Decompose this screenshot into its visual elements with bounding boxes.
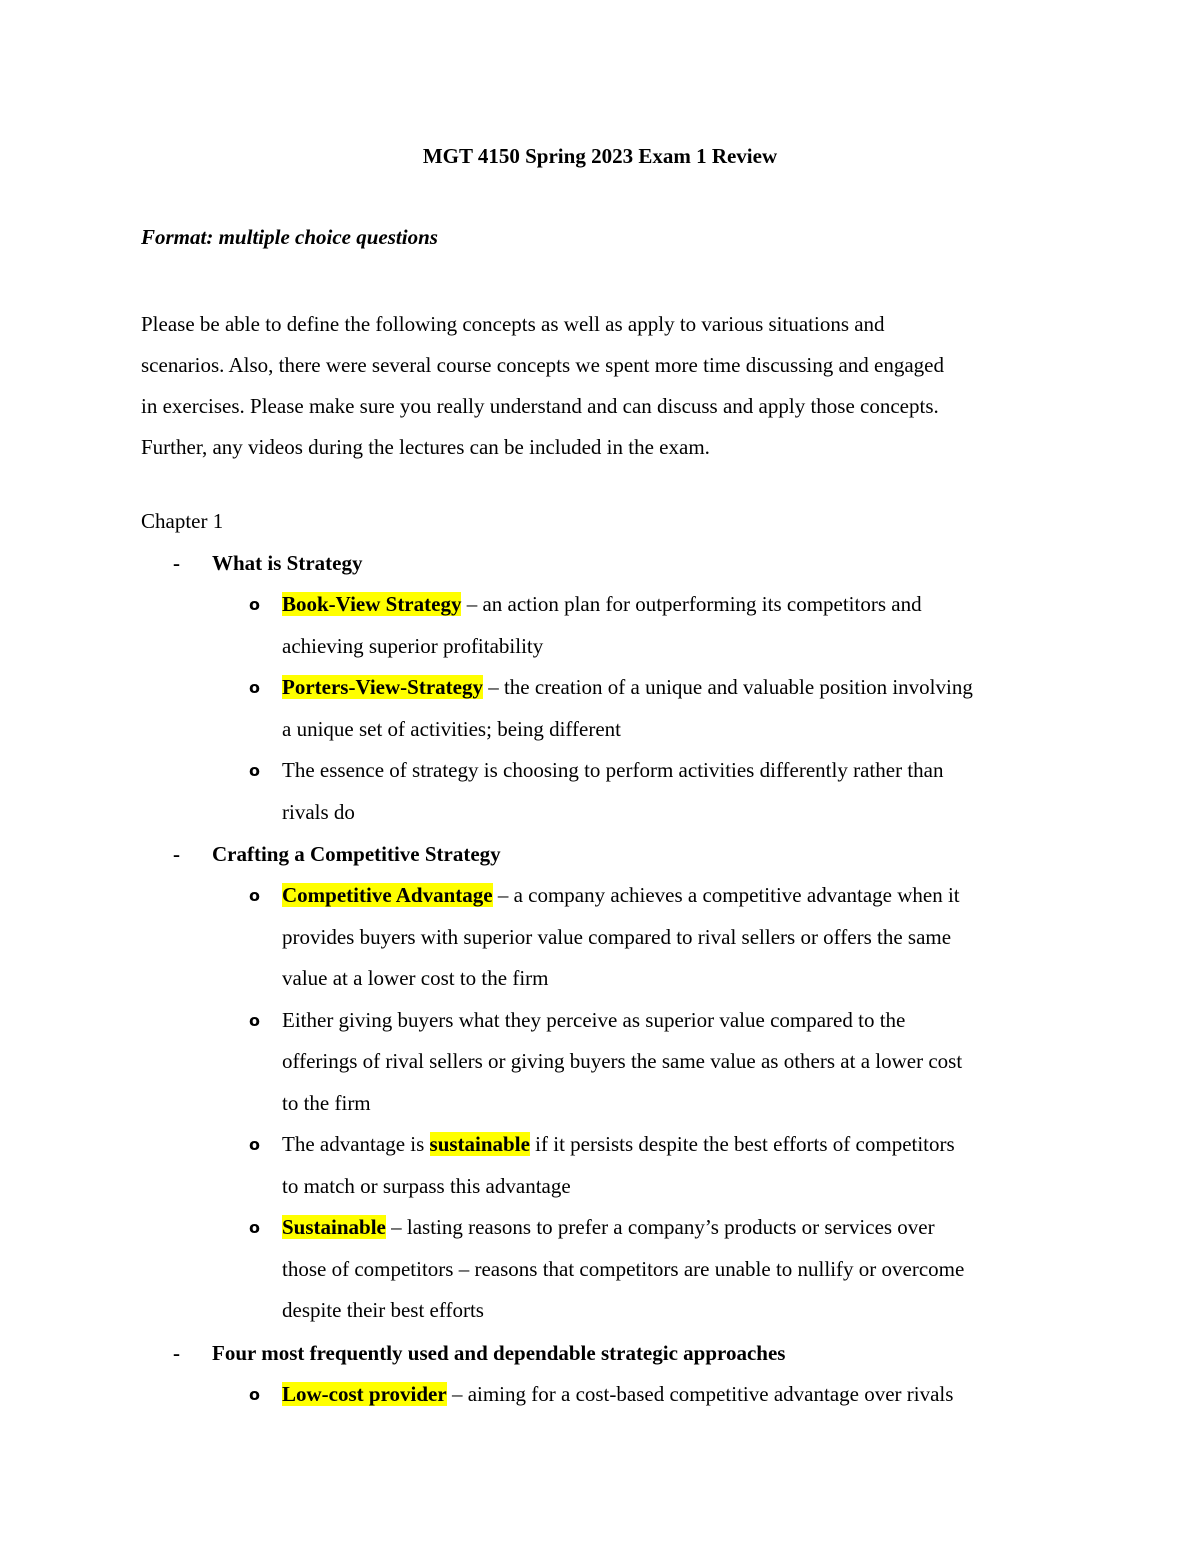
list-item: [141, 1000, 1081, 1125]
dash-bullet: -: [173, 842, 180, 866]
definition-text: – a company achieves a competitive advantage when it: [492, 883, 960, 907]
circle-bullet-icon: o: [249, 1384, 260, 1404]
highlighted-term: Book-View Strategy: [282, 592, 462, 616]
list-item-line: [282, 667, 1081, 709]
list-item: [141, 750, 1081, 833]
section-heading-text: What is Strategy: [212, 551, 363, 575]
section-heading: [141, 542, 1081, 584]
list-item: [141, 1207, 1081, 1332]
section-heading: [141, 833, 1081, 875]
list-item-line: those of competitors – reasons that competitors are unable to nullify or overcome: [282, 1256, 965, 1281]
section-heading-text: Crafting a Competitive Strategy: [212, 842, 501, 866]
list-item-line: despite their best efforts: [282, 1298, 484, 1322]
list-item-line: [282, 1374, 1081, 1416]
highlighted-term: Competitive Advantage: [282, 883, 493, 907]
intro-line: Please be able to define the following concepts as well as apply to various situations and: [141, 312, 885, 336]
list-item-line: offerings of rival sellers or giving buyers the same value as others at a lower cost: [282, 1049, 963, 1073]
intro-line: Further, any videos during the lectures can be included in the exam.: [141, 435, 710, 459]
list-item: [141, 875, 1081, 1000]
chapter-heading: Chapter 1: [141, 509, 224, 533]
list-item-line: [282, 1207, 1081, 1249]
section-heading-text: Four most frequently used and dependable strategic approaches: [212, 1340, 786, 1365]
list-item-line: a unique set of activities; being different: [282, 716, 622, 741]
circle-bullet-icon: o: [249, 1010, 260, 1030]
document-title: MGT 4150 Spring 2023 Exam 1 Review: [422, 144, 778, 168]
list-item-line: provides buyers with superior value compared to rival sellers or offers the same: [282, 924, 952, 949]
list-item-line: achieving superior profitability: [282, 633, 544, 658]
definition-text: The advantage is: [282, 1132, 430, 1156]
intro-line: scenarios. Also, there were several course concepts we spent more time discussing and engaged: [141, 353, 944, 377]
list-item-line: [282, 875, 1081, 917]
list-item: [141, 667, 1081, 750]
circle-bullet-icon: o: [249, 595, 260, 614]
section-heading: [141, 1332, 1081, 1374]
circle-bullet-icon: o: [249, 761, 260, 780]
definition-text: – an action plan for outperforming its competitors and: [461, 592, 922, 616]
format-line: Format: multiple choice questions: [141, 225, 438, 249]
definition-text: – the creation of a unique and valuable position involving: [482, 675, 973, 699]
list-item-line: Either giving buyers what they perceive as superior value compared to the: [282, 1007, 906, 1032]
intro-line: in exercises. Please make sure you really understand and can discuss and apply those concepts.: [141, 394, 939, 418]
highlighted-term: Sustainable: [282, 1215, 386, 1239]
dash-bullet: -: [173, 1340, 180, 1365]
definition-text: – aiming for a cost-based competitive advantage over rivals: [446, 1381, 954, 1406]
chapter-outline: [141, 542, 1081, 1415]
list-item-line: value at a lower cost to the firm: [282, 966, 549, 990]
list-item-line: to the firm: [282, 1090, 371, 1115]
list-item-line: The essence of strategy is choosing to perform activities differently rather than: [282, 758, 944, 782]
highlighted-term: Low-cost provider: [282, 1381, 447, 1406]
intro-paragraph: [141, 304, 1061, 468]
highlighted-term: Porters-View-Strategy: [282, 675, 483, 699]
circle-bullet-icon: o: [249, 886, 260, 905]
highlighted-term: sustainable: [429, 1132, 530, 1156]
list-item: [141, 1374, 1081, 1416]
circle-bullet-icon: o: [249, 678, 260, 697]
list-item-line: [282, 584, 1081, 626]
list-item-line: rivals do: [282, 799, 355, 824]
definition-text: – lasting reasons to prefer a company’s products or services over: [385, 1215, 935, 1239]
circle-bullet-icon: o: [249, 1135, 260, 1154]
dash-bullet: -: [173, 551, 180, 575]
circle-bullet-icon: o: [249, 1218, 260, 1237]
definition-text: if it persists despite the best efforts of competitors: [529, 1132, 955, 1156]
list-item-line: to match or surpass this advantage: [282, 1173, 571, 1198]
list-item-line: [282, 1124, 1081, 1166]
list-item: [141, 584, 1081, 667]
list-item: [141, 1124, 1081, 1207]
